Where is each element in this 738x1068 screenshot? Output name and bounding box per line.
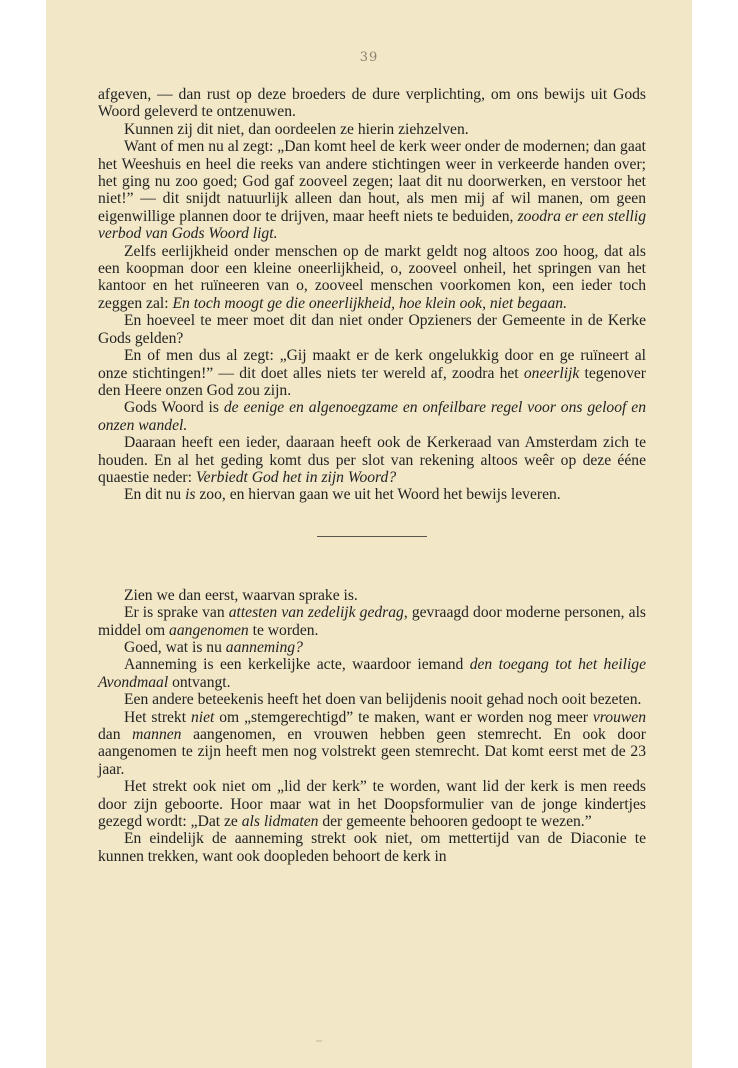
section-one [98, 86, 646, 504]
paragraph: Zien we dan eerst, waarvan sprake is. [124, 586, 358, 604]
paragraph: afgeven, — dan rust op deze broeders de dure verplichting, om ons bewijs uit Gods Woord geleverd te ontzenuwen. [98, 86, 646, 121]
body-text [98, 86, 646, 865]
paragraph: Daaraan heeft een ieder, daaraan heeft ook de Kerkeraad van Amsterdam zich te houden. En al het geding komt dus per slot van rekening altoos weêr op deze ééne quaestie neder: Verbiedt God het in zijn Woord? [98, 434, 646, 486]
paragraph: Gods Woord is de eenige en algenoegzame en onfeilbare regel voor ons geloof en onzen wandel. [98, 399, 646, 434]
paragraph: Kunnen zij dit niet, dan oordeelen ze hierin ziehzelven. [124, 120, 469, 138]
paragraph: Zelfs eerlijkheid onder menschen op de markt geldt nog altoos zoo hoog, dat als een koopman door een kleine oneerlijkheid, o, zooveel onheil, het springen van het kantoor en het ruïneeren van o, zooveel menschen voorkomen kon, een ieder toch zeggen zal: En toch moogt ge die oneerlijkheid, hoe klein ook, niet begaan. [98, 242, 646, 312]
section-two [98, 587, 646, 866]
paragraph: Want of men nu al zegt: „Dan komt heel de kerk weer onder de modernen; dan gaat het Weeshuis en heel die reeks van andere stichtingen weer in verkeerde handen over; het ging nu zoo goed; God gaf zooveel zegen; laat dit nu doorwerken, en verstoor het niet!” — dit snijdt natuurlijk alleen dan hout, als men mij af wil manen, om geen eigenwillige plannen door te drijven, maar heeft niets te beduiden, zoodra er een stellig verbod van Gods Woord ligt. [98, 138, 646, 243]
book-page [46, 0, 692, 1068]
page-number: 39 [359, 50, 379, 65]
paragraph: Het strekt niet om „stemgerechtigd” te maken, want er worden nog meer vrouwen dan mannen aangenomen, en vrouwen hebben geen stemrecht. En ook door aangenomen te zijn heeft men nog volstrekt geen stemrecht. Dat komt eerst met de 23 jaar. [98, 708, 646, 778]
paragraph: Een andere beteekenis heeft het doen van belijdenis nooit gehad noch ooit bezeten. [124, 691, 642, 709]
paper-speck [316, 1040, 322, 1042]
paragraph: En eindelijk de aanneming strekt ook niet, om mettertijd van de Diaconie te kunnen trekken, want ook doopleden behoort de kerk in [98, 830, 646, 865]
left-margin [0, 0, 46, 1068]
section-divider [317, 536, 427, 537]
paragraph: Er is sprake van attesten van zedelijk gedrag, gevraagd door moderne personen, als middel om aangenomen te worden. [98, 604, 646, 639]
paragraph: Aanneming is een kerkelijke acte, waardoor iemand den toegang tot het heilige Avondmaal ontvangt. [98, 656, 646, 691]
paragraph: En hoeveel te meer moet dit dan niet onder Opzieners der Gemeente in de Kerke Gods gelden? [98, 312, 646, 347]
paragraph: Het strekt ook niet om „lid der kerk” te worden, want lid der kerk is men reeds door zijn geboorte. Hoor maar wat in het Doopsformulier van de jonge kindertjes gezegd wordt: „Dat ze als lidmaten der gemeente behooren gedoopt te wezen.” [98, 778, 646, 831]
right-margin [692, 0, 738, 1068]
paragraph: En of men dus al zegt: „Gij maakt er de kerk ongelukkig door en ge ruïneert al onze stichtingen!” — dit doet alles niets ter wereld af, zoodra het oneerlijk tegenover den Heere onzen God zou zijn. [98, 347, 646, 399]
paragraph: Goed, wat is nu aanneming? [124, 638, 303, 656]
paragraph: En dit nu is zoo, en hiervan gaan we uit het Woord het bewijs leveren. [124, 486, 561, 504]
